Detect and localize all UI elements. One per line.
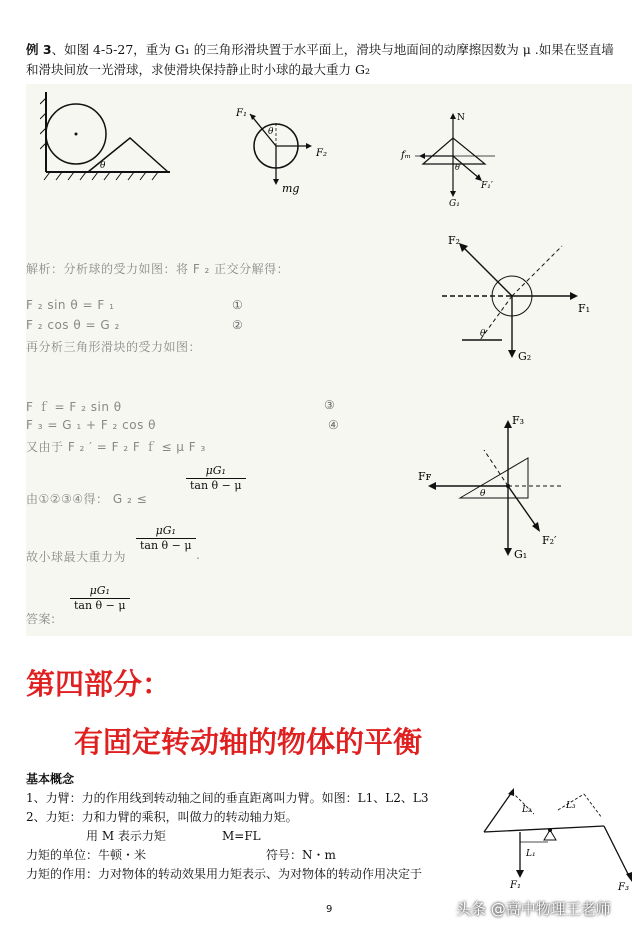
fig4-label-theta: θ <box>480 329 486 339</box>
sol-line1: 解析：分析球的受力如图：将 F ₂ 正交分解得： <box>26 262 290 276</box>
fig2-label-f2: F₂ <box>316 148 327 159</box>
fig2-label-theta: θ <box>268 127 274 137</box>
fig6-label-f1: F₁ <box>510 880 521 891</box>
page-number: 9 <box>326 904 333 915</box>
fraction-2-den: tan θ − μ <box>140 539 192 552</box>
fig5-label-g1: G₁ <box>514 548 528 560</box>
sol-line2: 再分析三角形滑块的受力如图： <box>26 340 202 354</box>
fig4-label-f2: F₂ <box>448 234 461 247</box>
fig1-label: θ <box>100 161 106 171</box>
sol-line3: 又由于 F ₂ ′ = F ₂ F ｆ ≤ μ F ₃ <box>26 440 206 454</box>
basic-line4b: 符号：N・m <box>266 848 336 862</box>
figure-lever <box>474 782 636 894</box>
sol-eq3: F ｆ = F ₂ sin θ <box>26 400 122 414</box>
fig5-label-f2p: F₂′ <box>542 534 557 547</box>
figure-ball-force-diagram <box>432 228 597 368</box>
sol-line6: 答案: <box>26 612 56 626</box>
basic-line3a: 用 M 表示力矩 <box>86 829 166 843</box>
fraction-3-den: tan θ − μ <box>74 599 126 612</box>
fig2-label-f1: F₁ <box>236 108 247 119</box>
fraction-3-num: μG₁ <box>70 584 130 599</box>
sol-eq2: F ₂ cos θ = G ₂ <box>26 318 120 332</box>
fraction-2-num: μG₁ <box>136 524 196 539</box>
basic-line4a: 力矩的单位：牛顿・米 <box>26 848 147 862</box>
fig4-label-f1: F₁ <box>578 302 591 315</box>
fraction-1-den: tan θ − μ <box>190 479 242 492</box>
fig2-label-mg: mg <box>282 182 300 195</box>
problem-text: 、如图 4-5-27，重为 G₁ 的三角形滑块置于水平面上，滑块与地面间的动摩擦因数为 μ .如果在竖直墙和滑块间放一光滑球，求使滑块保持静止时小球的最大重力 G₂ <box>26 42 614 77</box>
basic-line2: 2、力矩：力和力臂的乘积，叫做力的转动轴力矩。 <box>26 810 298 824</box>
fig5-label-ff: Fꜰ <box>418 470 432 483</box>
section-subtitle: 有固定转动轴的物体的平衡 <box>74 725 423 759</box>
fig5-label-f3: F₃ <box>512 414 525 427</box>
figure-wedge-force-diagram <box>414 408 579 560</box>
problem-label: 例 3 <box>26 42 52 57</box>
basic-line1: 1、力臂：力的作用线到转动轴之间的垂直距离叫力臂。如图：L1、L2、L3 <box>26 791 429 805</box>
sol-eq1: F ₂ sin θ = F ₁ <box>26 298 115 312</box>
sol-line4: 由①②③④得： G ₂ ≤ <box>26 492 148 506</box>
fig6-label-l3: L₃ <box>566 801 576 811</box>
fig3-label-f1p: F₁′ <box>481 181 493 191</box>
fig3-label-g1: G₁ <box>449 199 460 208</box>
sol-eq4-num: ④ <box>328 418 339 432</box>
fig6-label-f3: F₃ <box>618 882 629 893</box>
fig3-label-n: N <box>457 113 465 123</box>
figure-wall-ball-wedge <box>40 88 175 183</box>
sol-line5: 故小球最大重力为 <box>26 550 127 564</box>
fig5-label-theta: θ <box>480 489 486 499</box>
watermark: 头条 @高中物理王老师 <box>456 900 611 918</box>
fig3-label-theta: θ <box>455 163 460 172</box>
sol-eq2-num: ② <box>232 318 243 332</box>
section-title: 第四部分： <box>26 667 172 701</box>
sol-eq4: F ₃ = G ₁ + F ₂ cos θ <box>26 418 157 432</box>
basic-line5: 力矩的作用：力对物体的转动效果用力矩表示、为对物体的转动作用决定于 <box>26 867 423 881</box>
fraction-3 <box>70 584 130 613</box>
problem-statement <box>26 40 626 80</box>
fraction-1 <box>186 464 246 493</box>
fig4-label-g2: G₂ <box>518 350 532 363</box>
basic-line3b: M=FL <box>222 829 261 843</box>
fig3-label-fm: fₘ <box>401 150 411 161</box>
basic-heading: 基本概念 <box>26 772 75 786</box>
figure-wedge-forces <box>395 108 510 208</box>
fig6-label-l1: L₁ <box>526 849 536 859</box>
fraction-1-num: μG₁ <box>186 464 246 479</box>
sol-eq3-num: ③ <box>324 398 335 412</box>
basic-concepts <box>26 770 466 884</box>
sol-eq1-num: ① <box>232 298 243 312</box>
fraction-2 <box>136 524 196 553</box>
figure-ball-forces <box>230 100 340 200</box>
fig6-label-l2: L₂ <box>522 805 532 815</box>
